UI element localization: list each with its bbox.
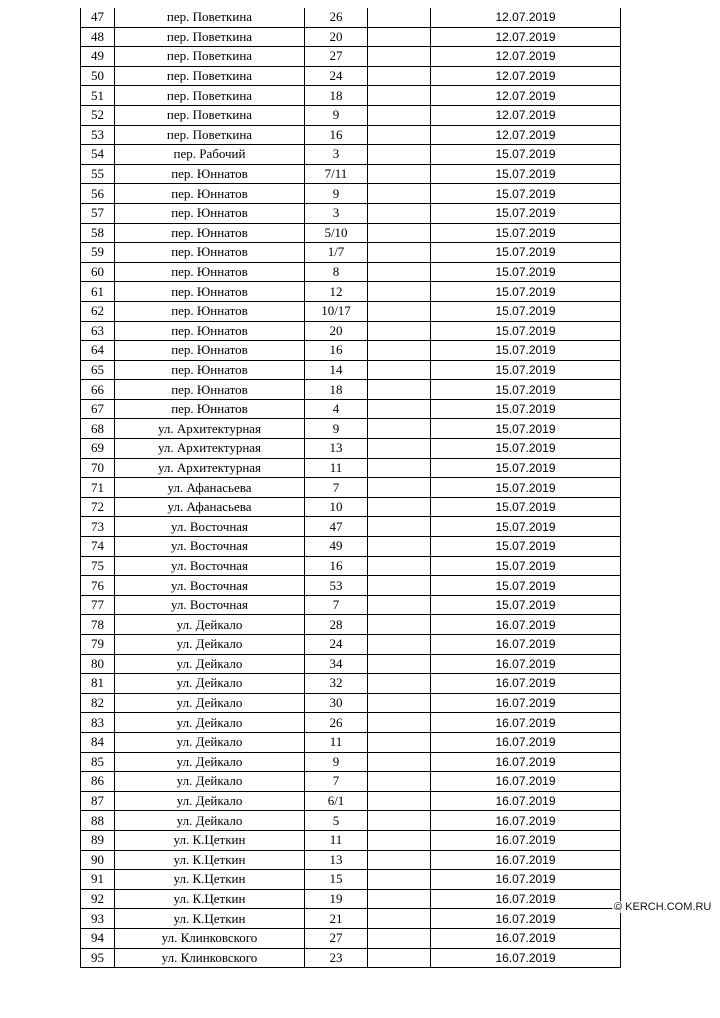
table-row bbox=[81, 27, 621, 47]
house-number-cell: 7 bbox=[305, 478, 368, 498]
date-cell: 16.07.2019 bbox=[431, 791, 621, 811]
street-cell: ул. Афанасьева bbox=[115, 478, 305, 498]
table-row bbox=[81, 654, 621, 674]
street-cell: пер. Поветкина bbox=[115, 125, 305, 145]
empty-cell bbox=[368, 595, 431, 615]
table-row bbox=[81, 164, 621, 184]
street-cell: пер. Поветкина bbox=[115, 105, 305, 125]
street-cell: ул. Архитектурная bbox=[115, 439, 305, 459]
house-number-cell: 3 bbox=[305, 203, 368, 223]
date-cell: 12.07.2019 bbox=[431, 86, 621, 106]
date-cell: 15.07.2019 bbox=[431, 301, 621, 321]
street-cell: ул. Дейкало bbox=[115, 713, 305, 733]
street-cell: ул. К.Цеткин bbox=[115, 909, 305, 929]
house-number-cell: 13 bbox=[305, 850, 368, 870]
date-cell: 15.07.2019 bbox=[431, 595, 621, 615]
table-row bbox=[81, 948, 621, 968]
row-number-cell: 75 bbox=[81, 556, 115, 576]
street-cell: пер. Поветкина bbox=[115, 47, 305, 67]
table-row bbox=[81, 360, 621, 380]
row-number-cell: 74 bbox=[81, 537, 115, 557]
empty-cell bbox=[368, 870, 431, 890]
house-number-cell: 16 bbox=[305, 341, 368, 361]
street-cell: пер. Поветкина bbox=[115, 66, 305, 86]
table-row bbox=[81, 243, 621, 263]
date-cell: 16.07.2019 bbox=[431, 811, 621, 831]
empty-cell bbox=[368, 341, 431, 361]
table-row bbox=[81, 223, 621, 243]
row-number-cell: 81 bbox=[81, 674, 115, 694]
house-number-cell: 11 bbox=[305, 732, 368, 752]
row-number-cell: 94 bbox=[81, 928, 115, 948]
street-cell: пер. Юннатов bbox=[115, 341, 305, 361]
table-row bbox=[81, 458, 621, 478]
date-cell: 15.07.2019 bbox=[431, 478, 621, 498]
house-number-cell: 21 bbox=[305, 909, 368, 929]
street-cell: пер. Юннатов bbox=[115, 223, 305, 243]
table-row bbox=[81, 203, 621, 223]
street-cell: пер. Юннатов bbox=[115, 399, 305, 419]
date-cell: 16.07.2019 bbox=[431, 615, 621, 635]
table-row bbox=[81, 713, 621, 733]
house-number-cell: 18 bbox=[305, 380, 368, 400]
street-cell: ул. Дейкало bbox=[115, 791, 305, 811]
empty-cell bbox=[368, 399, 431, 419]
table-row bbox=[81, 830, 621, 850]
house-number-cell: 20 bbox=[305, 321, 368, 341]
street-cell: ул. Архитектурная bbox=[115, 458, 305, 478]
empty-cell bbox=[368, 654, 431, 674]
house-number-cell: 28 bbox=[305, 615, 368, 635]
house-number-cell: 15 bbox=[305, 870, 368, 890]
row-number-cell: 78 bbox=[81, 615, 115, 635]
date-cell: 16.07.2019 bbox=[431, 674, 621, 694]
street-cell: пер. Юннатов bbox=[115, 203, 305, 223]
house-number-cell: 18 bbox=[305, 86, 368, 106]
empty-cell bbox=[368, 674, 431, 694]
house-number-cell: 19 bbox=[305, 889, 368, 909]
table-row bbox=[81, 497, 621, 517]
empty-cell bbox=[368, 693, 431, 713]
row-number-cell: 58 bbox=[81, 223, 115, 243]
house-number-cell: 11 bbox=[305, 830, 368, 850]
empty-cell bbox=[368, 86, 431, 106]
street-cell: ул. Восточная bbox=[115, 576, 305, 596]
table-row bbox=[81, 909, 621, 929]
house-number-cell: 13 bbox=[305, 439, 368, 459]
empty-cell bbox=[368, 243, 431, 263]
table-row bbox=[81, 791, 621, 811]
table-row bbox=[81, 635, 621, 655]
street-cell: ул. Восточная bbox=[115, 595, 305, 615]
street-cell: ул. Восточная bbox=[115, 517, 305, 537]
street-cell: ул. Дейкало bbox=[115, 811, 305, 831]
row-number-cell: 93 bbox=[81, 909, 115, 929]
street-cell: ул. Дейкало bbox=[115, 693, 305, 713]
row-number-cell: 59 bbox=[81, 243, 115, 263]
empty-cell bbox=[368, 556, 431, 576]
table-row bbox=[81, 184, 621, 204]
table-row bbox=[81, 125, 621, 145]
empty-cell bbox=[368, 732, 431, 752]
table-row bbox=[81, 47, 621, 67]
date-cell: 15.07.2019 bbox=[431, 243, 621, 263]
empty-cell bbox=[368, 419, 431, 439]
row-number-cell: 68 bbox=[81, 419, 115, 439]
house-number-cell: 11 bbox=[305, 458, 368, 478]
date-cell: 15.07.2019 bbox=[431, 184, 621, 204]
table-row bbox=[81, 595, 621, 615]
empty-cell bbox=[368, 380, 431, 400]
street-cell: ул. Клинковского bbox=[115, 928, 305, 948]
street-cell: ул. К.Цеткин bbox=[115, 889, 305, 909]
empty-cell bbox=[368, 184, 431, 204]
house-number-cell: 6/1 bbox=[305, 791, 368, 811]
date-cell: 15.07.2019 bbox=[431, 419, 621, 439]
date-cell: 16.07.2019 bbox=[431, 909, 621, 929]
date-cell: 12.07.2019 bbox=[431, 8, 621, 27]
empty-cell bbox=[368, 615, 431, 635]
table-row bbox=[81, 928, 621, 948]
row-number-cell: 86 bbox=[81, 772, 115, 792]
row-number-cell: 49 bbox=[81, 47, 115, 67]
house-number-cell: 7 bbox=[305, 595, 368, 615]
table-row bbox=[81, 301, 621, 321]
date-cell: 16.07.2019 bbox=[431, 693, 621, 713]
row-number-cell: 80 bbox=[81, 654, 115, 674]
table-row bbox=[81, 811, 621, 831]
date-cell: 15.07.2019 bbox=[431, 458, 621, 478]
empty-cell bbox=[368, 125, 431, 145]
date-cell: 16.07.2019 bbox=[431, 752, 621, 772]
empty-cell bbox=[368, 909, 431, 929]
street-cell: пер. Юннатов bbox=[115, 301, 305, 321]
date-cell: 15.07.2019 bbox=[431, 164, 621, 184]
street-cell: ул. Дейкало bbox=[115, 635, 305, 655]
date-cell: 15.07.2019 bbox=[431, 399, 621, 419]
date-cell: 15.07.2019 bbox=[431, 282, 621, 302]
date-cell: 12.07.2019 bbox=[431, 27, 621, 47]
table-row bbox=[81, 517, 621, 537]
empty-cell bbox=[368, 478, 431, 498]
row-number-cell: 65 bbox=[81, 360, 115, 380]
table-row bbox=[81, 889, 621, 909]
street-cell: пер. Юннатов bbox=[115, 360, 305, 380]
row-number-cell: 88 bbox=[81, 811, 115, 831]
street-cell: пер. Юннатов bbox=[115, 184, 305, 204]
date-cell: 15.07.2019 bbox=[431, 360, 621, 380]
date-cell: 15.07.2019 bbox=[431, 576, 621, 596]
street-cell: пер. Юннатов bbox=[115, 380, 305, 400]
street-cell: ул. К.Цеткин bbox=[115, 850, 305, 870]
street-cell: ул. Дейкало bbox=[115, 615, 305, 635]
empty-cell bbox=[368, 752, 431, 772]
house-number-cell: 23 bbox=[305, 948, 368, 968]
date-cell: 16.07.2019 bbox=[431, 830, 621, 850]
empty-cell bbox=[368, 145, 431, 165]
table-row bbox=[81, 576, 621, 596]
empty-cell bbox=[368, 105, 431, 125]
house-number-cell: 3 bbox=[305, 145, 368, 165]
house-number-cell: 27 bbox=[305, 47, 368, 67]
date-cell: 15.07.2019 bbox=[431, 262, 621, 282]
table-row bbox=[81, 732, 621, 752]
street-cell: ул. К.Цеткин bbox=[115, 870, 305, 890]
date-cell: 16.07.2019 bbox=[431, 928, 621, 948]
street-cell: ул. Дейкало bbox=[115, 732, 305, 752]
table-row bbox=[81, 145, 621, 165]
row-number-cell: 72 bbox=[81, 497, 115, 517]
row-number-cell: 73 bbox=[81, 517, 115, 537]
date-cell: 15.07.2019 bbox=[431, 556, 621, 576]
date-cell: 15.07.2019 bbox=[431, 321, 621, 341]
table-row bbox=[81, 321, 621, 341]
date-cell: 15.07.2019 bbox=[431, 380, 621, 400]
empty-cell bbox=[368, 772, 431, 792]
row-number-cell: 61 bbox=[81, 282, 115, 302]
empty-cell bbox=[368, 223, 431, 243]
table-row bbox=[81, 282, 621, 302]
date-cell: 15.07.2019 bbox=[431, 223, 621, 243]
empty-cell bbox=[368, 537, 431, 557]
empty-cell bbox=[368, 47, 431, 67]
row-number-cell: 56 bbox=[81, 184, 115, 204]
row-number-cell: 55 bbox=[81, 164, 115, 184]
house-number-cell: 20 bbox=[305, 27, 368, 47]
row-number-cell: 52 bbox=[81, 105, 115, 125]
table-row bbox=[81, 341, 621, 361]
table-row bbox=[81, 105, 621, 125]
empty-cell bbox=[368, 713, 431, 733]
date-cell: 16.07.2019 bbox=[431, 870, 621, 890]
table-row bbox=[81, 752, 621, 772]
house-number-cell: 32 bbox=[305, 674, 368, 694]
row-number-cell: 63 bbox=[81, 321, 115, 341]
house-number-cell: 30 bbox=[305, 693, 368, 713]
date-cell: 16.07.2019 bbox=[431, 654, 621, 674]
empty-cell bbox=[368, 164, 431, 184]
house-number-cell: 53 bbox=[305, 576, 368, 596]
table-row bbox=[81, 262, 621, 282]
row-number-cell: 71 bbox=[81, 478, 115, 498]
row-number-cell: 70 bbox=[81, 458, 115, 478]
table-row bbox=[81, 86, 621, 106]
row-number-cell: 51 bbox=[81, 86, 115, 106]
row-number-cell: 67 bbox=[81, 399, 115, 419]
table-row bbox=[81, 772, 621, 792]
house-number-cell: 47 bbox=[305, 517, 368, 537]
row-number-cell: 87 bbox=[81, 791, 115, 811]
empty-cell bbox=[368, 8, 431, 27]
house-number-cell: 1/7 bbox=[305, 243, 368, 263]
street-cell: ул. Дейкало bbox=[115, 674, 305, 694]
street-cell: пер. Поветкина bbox=[115, 27, 305, 47]
row-number-cell: 77 bbox=[81, 595, 115, 615]
house-number-cell: 26 bbox=[305, 713, 368, 733]
street-cell: ул. Архитектурная bbox=[115, 419, 305, 439]
empty-cell bbox=[368, 576, 431, 596]
empty-cell bbox=[368, 27, 431, 47]
watermark: © KERCH.COM.RU bbox=[614, 901, 712, 913]
date-cell: 12.07.2019 bbox=[431, 66, 621, 86]
empty-cell bbox=[368, 850, 431, 870]
street-cell: пер. Рабочий bbox=[115, 145, 305, 165]
house-number-cell: 7 bbox=[305, 772, 368, 792]
empty-cell bbox=[368, 811, 431, 831]
table-row bbox=[81, 419, 621, 439]
house-number-cell: 9 bbox=[305, 419, 368, 439]
row-number-cell: 64 bbox=[81, 341, 115, 361]
date-cell: 16.07.2019 bbox=[431, 772, 621, 792]
street-cell: ул. Восточная bbox=[115, 556, 305, 576]
house-number-cell: 5/10 bbox=[305, 223, 368, 243]
row-number-cell: 76 bbox=[81, 576, 115, 596]
empty-cell bbox=[368, 928, 431, 948]
row-number-cell: 47 bbox=[81, 8, 115, 27]
date-cell: 16.07.2019 bbox=[431, 732, 621, 752]
house-number-cell: 34 bbox=[305, 654, 368, 674]
house-number-cell: 14 bbox=[305, 360, 368, 380]
street-cell: ул. Дейкало bbox=[115, 772, 305, 792]
empty-cell bbox=[368, 321, 431, 341]
street-cell: ул. Афанасьева bbox=[115, 497, 305, 517]
house-number-cell: 16 bbox=[305, 125, 368, 145]
empty-cell bbox=[368, 948, 431, 968]
date-cell: 16.07.2019 bbox=[431, 635, 621, 655]
date-cell: 16.07.2019 bbox=[431, 713, 621, 733]
table-row bbox=[81, 478, 621, 498]
row-number-cell: 69 bbox=[81, 439, 115, 459]
street-cell: ул. Клинковского bbox=[115, 948, 305, 968]
row-number-cell: 83 bbox=[81, 713, 115, 733]
house-number-cell: 26 bbox=[305, 8, 368, 27]
house-number-cell: 8 bbox=[305, 262, 368, 282]
date-cell: 15.07.2019 bbox=[431, 439, 621, 459]
table-body bbox=[81, 8, 621, 968]
house-number-cell: 24 bbox=[305, 66, 368, 86]
empty-cell bbox=[368, 889, 431, 909]
house-number-cell: 10/17 bbox=[305, 301, 368, 321]
street-cell: ул. Восточная bbox=[115, 537, 305, 557]
street-cell: пер. Поветкина bbox=[115, 86, 305, 106]
date-cell: 16.07.2019 bbox=[431, 948, 621, 968]
date-cell: 15.07.2019 bbox=[431, 517, 621, 537]
empty-cell bbox=[368, 439, 431, 459]
empty-cell bbox=[368, 830, 431, 850]
row-number-cell: 50 bbox=[81, 66, 115, 86]
empty-cell bbox=[368, 203, 431, 223]
street-cell: пер. Поветкина bbox=[115, 8, 305, 27]
row-number-cell: 54 bbox=[81, 145, 115, 165]
house-number-cell: 9 bbox=[305, 105, 368, 125]
date-cell: 16.07.2019 bbox=[431, 850, 621, 870]
house-number-cell: 24 bbox=[305, 635, 368, 655]
table-row bbox=[81, 439, 621, 459]
street-cell: пер. Юннатов bbox=[115, 282, 305, 302]
house-number-cell: 7/11 bbox=[305, 164, 368, 184]
empty-cell bbox=[368, 301, 431, 321]
street-cell: пер. Юннатов bbox=[115, 243, 305, 263]
table-row bbox=[81, 8, 621, 27]
date-cell: 15.07.2019 bbox=[431, 537, 621, 557]
house-number-cell: 27 bbox=[305, 928, 368, 948]
street-cell: пер. Юннатов bbox=[115, 262, 305, 282]
table-row bbox=[81, 537, 621, 557]
row-number-cell: 91 bbox=[81, 870, 115, 890]
street-cell: пер. Юннатов bbox=[115, 321, 305, 341]
row-number-cell: 90 bbox=[81, 850, 115, 870]
empty-cell bbox=[368, 66, 431, 86]
house-number-cell: 49 bbox=[305, 537, 368, 557]
table-row bbox=[81, 66, 621, 86]
street-cell: пер. Юннатов bbox=[115, 164, 305, 184]
row-number-cell: 95 bbox=[81, 948, 115, 968]
empty-cell bbox=[368, 497, 431, 517]
table-row bbox=[81, 556, 621, 576]
house-number-cell: 5 bbox=[305, 811, 368, 831]
street-cell: ул. К.Цеткин bbox=[115, 830, 305, 850]
row-number-cell: 60 bbox=[81, 262, 115, 282]
table-row bbox=[81, 399, 621, 419]
row-number-cell: 53 bbox=[81, 125, 115, 145]
empty-cell bbox=[368, 282, 431, 302]
date-cell: 16.07.2019 bbox=[431, 889, 621, 909]
row-number-cell: 89 bbox=[81, 830, 115, 850]
date-cell: 15.07.2019 bbox=[431, 203, 621, 223]
row-number-cell: 62 bbox=[81, 301, 115, 321]
row-number-cell: 92 bbox=[81, 889, 115, 909]
row-number-cell: 85 bbox=[81, 752, 115, 772]
table-row bbox=[81, 870, 621, 890]
street-cell: ул. Дейкало bbox=[115, 752, 305, 772]
table-row bbox=[81, 850, 621, 870]
row-number-cell: 84 bbox=[81, 732, 115, 752]
date-cell: 15.07.2019 bbox=[431, 145, 621, 165]
empty-cell bbox=[368, 517, 431, 537]
house-number-cell: 9 bbox=[305, 752, 368, 772]
date-cell: 12.07.2019 bbox=[431, 105, 621, 125]
date-cell: 12.07.2019 bbox=[431, 125, 621, 145]
house-number-cell: 9 bbox=[305, 184, 368, 204]
table-row bbox=[81, 674, 621, 694]
house-number-cell: 4 bbox=[305, 399, 368, 419]
row-number-cell: 66 bbox=[81, 380, 115, 400]
date-cell: 15.07.2019 bbox=[431, 341, 621, 361]
table-row bbox=[81, 693, 621, 713]
row-number-cell: 48 bbox=[81, 27, 115, 47]
date-cell: 12.07.2019 bbox=[431, 47, 621, 67]
empty-cell bbox=[368, 360, 431, 380]
street-cell: ул. Дейкало bbox=[115, 654, 305, 674]
row-number-cell: 82 bbox=[81, 693, 115, 713]
empty-cell bbox=[368, 262, 431, 282]
empty-cell bbox=[368, 791, 431, 811]
date-cell: 15.07.2019 bbox=[431, 497, 621, 517]
row-number-cell: 79 bbox=[81, 635, 115, 655]
table-row bbox=[81, 380, 621, 400]
address-schedule-table bbox=[80, 8, 621, 968]
empty-cell bbox=[368, 635, 431, 655]
table-row bbox=[81, 615, 621, 635]
empty-cell bbox=[368, 458, 431, 478]
row-number-cell: 57 bbox=[81, 203, 115, 223]
house-number-cell: 12 bbox=[305, 282, 368, 302]
house-number-cell: 16 bbox=[305, 556, 368, 576]
house-number-cell: 10 bbox=[305, 497, 368, 517]
